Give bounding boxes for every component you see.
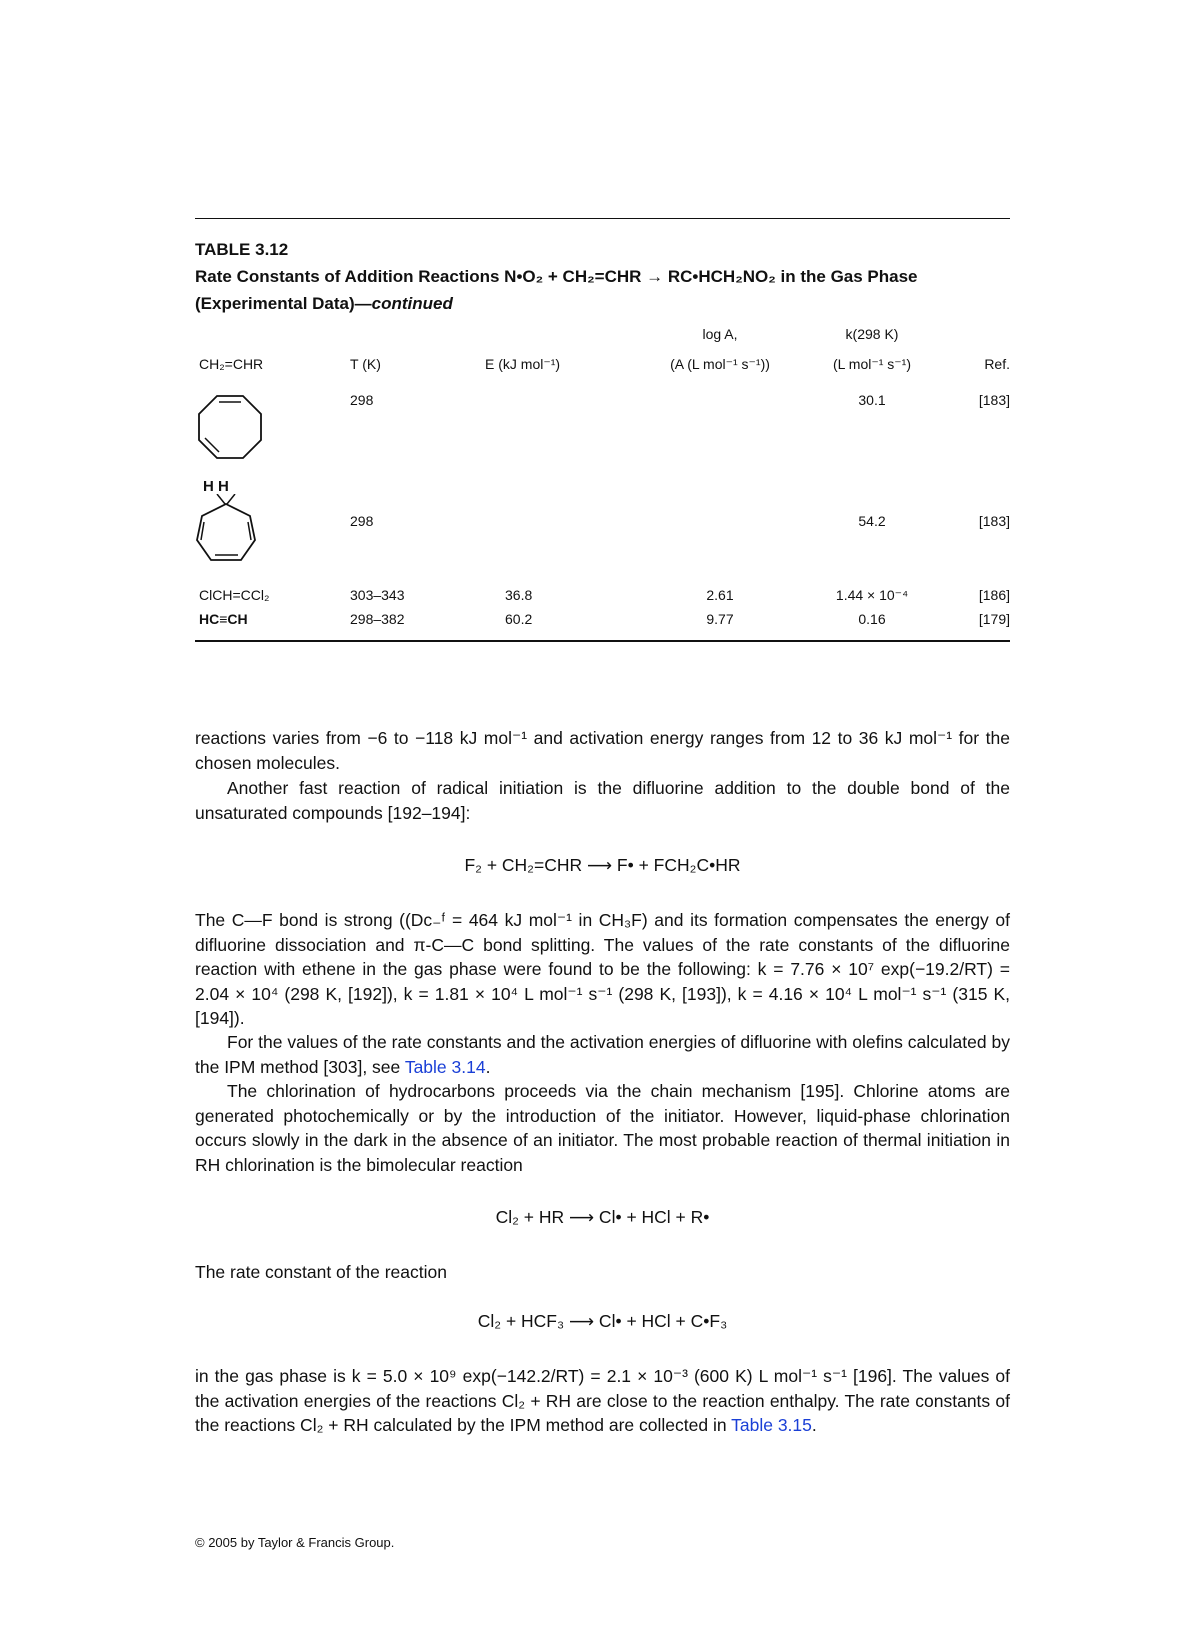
- paragraph: The chlorination of hydrocarbons proceeds via the chain mechanism [195]. Chlorine atoms are generated photochemically or by the introduction of the initiator. However, liquid-phase chlorination occurs slowly in the dark in the absence of an initiator. The most probable reaction of thermal initiation in RH chlorination is the bimolecular reaction: [195, 1081, 1010, 1175]
- equation-hcf3: Cl₂ + HCF₃ ⟶ Cl• + HCl + C•F₃: [477, 1311, 728, 1331]
- table-bottom-rule: [195, 640, 1010, 642]
- header-energy: E (kJ mol⁻¹): [485, 356, 561, 372]
- paragraph: The rate constant of the reaction: [195, 1262, 447, 1282]
- cycloheptatriene-structure: [195, 494, 261, 566]
- header-temperature: T (K): [350, 356, 381, 372]
- header-compound: CH₂=CHR: [199, 356, 264, 372]
- table-label: TABLE 3.12: [195, 240, 289, 259]
- equation-chlorination: Cl₂ + HR ⟶ Cl• + HCl + R•: [495, 1207, 710, 1227]
- paragraph: in the gas phase is k = 5.0 × 10⁹ exp(−142.2/RT) = 2.1 × 10⁻³ (600 K) L mol⁻¹ s⁻¹ [196]. The values of the activation energies of the reactions Cl₂ + RH are close to the reaction enthalpy. The rate constants of the reactions Cl₂ + RH calculated by the IPM method are collected in Table 3.15.: [195, 1366, 1010, 1435]
- cyclooctene-structure: [195, 392, 265, 466]
- paragraph: reactions varies from −6 to −118 kJ mol⁻¹ and activation energy ranges from 12 to 36 kJ mol⁻¹ for the chosen molecules.: [195, 728, 1010, 773]
- table-3-15-link[interactable]: Table 3.15: [731, 1415, 812, 1435]
- table-top-rule: [195, 218, 1010, 219]
- header-k-units: (L mol⁻¹ s⁻¹): [832, 356, 912, 372]
- header-k298: k(298 K): [845, 326, 899, 342]
- equation-difluorine: F₂ + CH₂=CHR ⟶ F• + FCH₂C•HR: [464, 855, 741, 875]
- paragraph: For the values of the rate constants and the activation energies of difluorine with olefins calculated by the IPM method [303], see Table 3.14.: [195, 1032, 1010, 1077]
- table-caption: [195, 236, 1010, 317]
- header-loga: log A,: [702, 326, 738, 342]
- table-title: Rate Constants of Addition Reactions N•O₂ + CH₂=CHR → RC•HCH₂NO₂ in the Gas Phase (Experimental Data)—continued: [195, 267, 918, 313]
- paragraph: Another fast reaction of radical initiation is the difluorine addition to the double bond of the unsaturated compounds [192–194]:: [195, 778, 1010, 823]
- paragraph: The C—F bond is strong ((Dᴄ₋ᶠ = 464 kJ mol⁻¹ in CH₃F) and its formation compensates the energy of difluorine dissociation and π-C—C bond splitting. The values of the rate constants of the difluorine reaction with ethene in the gas phase were found to be the following: k = 7.76 × 10⁷ exp(−19.2/RT) = 2.04 × 10⁴ (298 K, [192]), k = 1.81 × 10⁴ L mol⁻¹ s⁻¹ (298 K, [193]), k = 4.16 × 10⁴ L mol⁻¹ s⁻¹ (315 K, [194]).: [195, 910, 1010, 1028]
- header-ref: Ref.: [984, 356, 1010, 372]
- header-loga-units: (A (L mol⁻¹ s⁻¹)): [670, 356, 770, 372]
- copyright-footer: © 2005 by Taylor & Francis Group.: [195, 1535, 395, 1550]
- table-3-14-link[interactable]: Table 3.14: [404, 1056, 486, 1077]
